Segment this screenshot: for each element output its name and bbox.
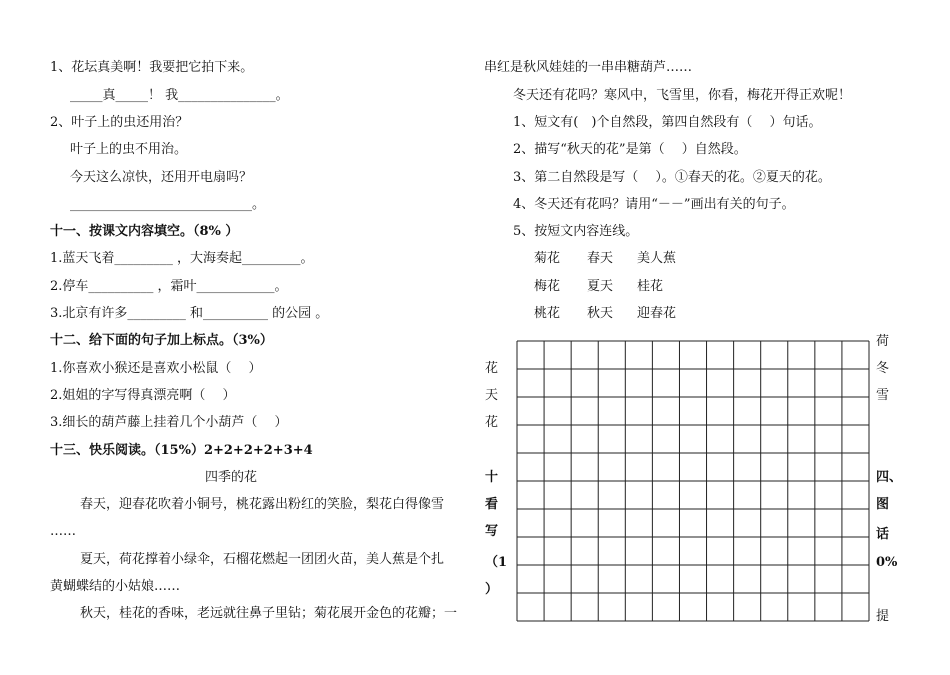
side-right-char: 雪 <box>876 388 890 403</box>
question-2-example-b: 今天这么凉快，还用开电扇吗？ <box>70 170 253 185</box>
match-col3-item: 桂花 <box>637 279 664 294</box>
section-11-item-3: 3.北京有许多_________ 和__________ 的公园 。 <box>50 306 329 321</box>
side-left-char: （1 <box>485 555 508 570</box>
writing-grid <box>516 340 870 622</box>
side-left-char: 天 <box>485 388 499 403</box>
reading-question-2: 2、描写“秋天的花”是第（ ）自然段。 <box>513 142 747 157</box>
passage-title: 四季的花 <box>205 470 258 485</box>
section-11-item-2: 2.停车__________ ，霜叶____________。 <box>50 279 288 294</box>
side-right-char: 提 <box>876 609 890 624</box>
section-12-item-1: 1.你喜欢小猴还是喜欢小松鼠（ ） <box>50 361 262 376</box>
section-12-item-3: 3.细长的葫芦藤上挂着几个小葫芦（ ） <box>50 415 288 430</box>
question-1: 1、花坛真美啊！我要把它拍下来。 <box>50 60 254 75</box>
side-left-char: 花 <box>485 415 499 430</box>
passage-p2-line2: 黄蝴蝶结的小姑娘…… <box>50 579 181 594</box>
match-col3-item: 迎春花 <box>637 306 677 321</box>
section-12-title: 十二、给下面的句子加上标点。（3%） <box>50 333 273 348</box>
side-right-char: 荷 <box>876 334 890 349</box>
match-col3-item: 美人蕉 <box>637 251 677 266</box>
side-right-char: 四、 <box>876 470 903 485</box>
match-col1-item: 梅花 <box>534 279 561 294</box>
match-col1-item: 菊花 <box>534 251 561 266</box>
question-2: 2、叶子上的虫还用治？ <box>50 115 189 130</box>
side-left-char: 写 <box>485 524 499 539</box>
side-left-char: ） <box>485 582 499 597</box>
passage-p4: 冬天还有花吗？寒风中，飞雪里，你看，梅花开得正欢呢！ <box>513 88 852 103</box>
question-2-example-a: 叶子上的虫不用治。 <box>70 142 188 157</box>
question-2-fill: ____________________________。 <box>70 197 266 212</box>
side-right-char: 话 <box>876 527 890 542</box>
passage-p1-line1: 春天，迎春花吹着小铜号，桃花露出粉红的笑脸，梨花白得像雪 <box>80 497 445 512</box>
passage-p3-line1: 秋天，桂花的香味，老远就往鼻子里钻；菊花展开金色的花瓣；一 <box>80 606 458 621</box>
match-col2-item: 夏天 <box>587 279 614 294</box>
passage-p2-line1: 夏天，荷花撑着小绿伞，石榴花燃起一团团火苗，美人蕉是个扎 <box>80 552 445 567</box>
reading-question-1: 1、短文有( )个自然段，第四自然段有（ ）句话。 <box>513 115 822 130</box>
question-1-fill: _____真_____！ 我_______________。 <box>70 88 289 103</box>
reading-question-3: 3、第二自然段是写（ ）。①春天的花。②夏天的花。 <box>513 170 831 185</box>
reading-question-5: 5、按短文内容连线。 <box>513 224 639 239</box>
reading-question-4: 4、冬天还有花吗？请用“－－”画出有关的句子。 <box>513 197 795 212</box>
section-11-title: 十一、按课文内容填空。（8% ） <box>50 224 239 239</box>
passage-p1-line2: …… <box>50 524 76 539</box>
match-col1-item: 桃花 <box>534 306 561 321</box>
side-right-char: 冬 <box>876 361 890 376</box>
match-col2-item: 秋天 <box>587 306 614 321</box>
side-left-char: 看 <box>485 497 499 512</box>
passage-p3-line2: 串红是秋风娃娃的一串串糖葫芦…… <box>484 60 693 75</box>
side-left-char: 花 <box>485 361 499 376</box>
section-13-title: 十三、快乐阅读。（15%）2+2+2+2+3+4 <box>50 443 313 458</box>
match-col2-item: 春天 <box>587 251 614 266</box>
side-left-char: 十 <box>485 470 499 485</box>
side-right-char: 0% <box>876 555 898 570</box>
side-right-char: 图 <box>876 497 890 512</box>
section-12-item-2: 2.姐姐的字写得真漂亮啊（ ） <box>50 388 236 403</box>
section-11-item-1: 1.蓝天飞着_________ ，大海奏起_________。 <box>50 251 314 266</box>
